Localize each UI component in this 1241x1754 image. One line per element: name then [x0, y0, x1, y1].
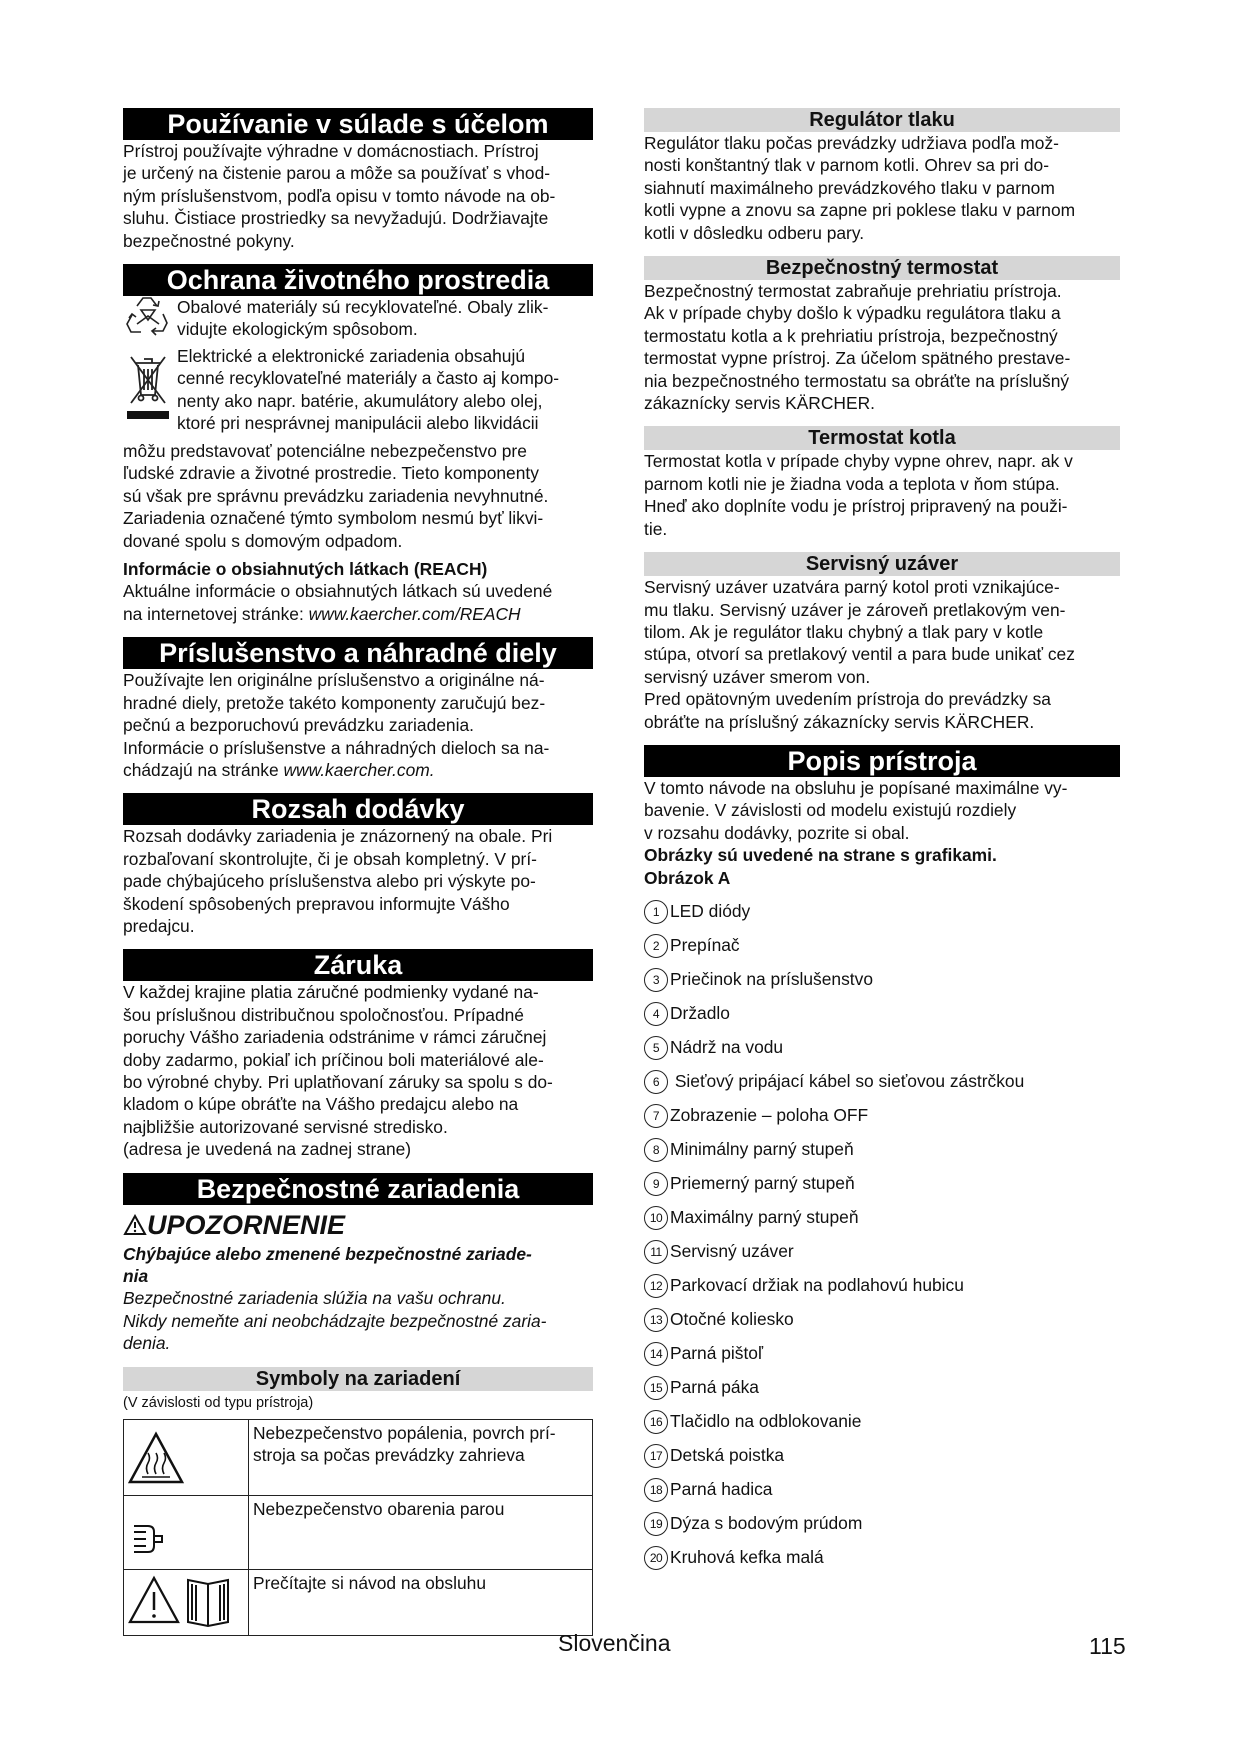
- part-label: Priečinok na príslušenstvo: [670, 969, 873, 990]
- list-item: [644, 1507, 1120, 1541]
- part-number-badge: 17: [644, 1444, 668, 1468]
- steam-hazard-icon: [124, 1495, 249, 1569]
- part-label: Zobrazenie – poloha OFF: [670, 1105, 869, 1126]
- part-label: LED diódy: [670, 901, 751, 922]
- page-number: 115: [1089, 1633, 1126, 1659]
- part-label: Držadlo: [670, 1003, 730, 1024]
- list-item: [644, 1201, 1120, 1235]
- section-title-pressure-regulator: Regulátor tlaku: [644, 108, 1120, 132]
- environment-continued-text: môžu predstavovať potenciálne nebezpečenstvo pre ľudské zdravie a životné prostredie. Tieto komponenty sú však pre správnu prevádzku zariadenia nevyhnutné. Zariadenia označené týmto symbolom nesmú byť likvi- dované spolu s domovým odpadom.: [123, 441, 549, 551]
- list-item: [644, 895, 1120, 929]
- list-item: [644, 1473, 1120, 1507]
- part-number-badge: 4: [644, 1002, 668, 1026]
- section-title-accessories: Príslušenstvo a náhradné diely: [123, 637, 593, 669]
- part-number-badge: 16: [644, 1410, 668, 1434]
- part-number-badge: 14: [644, 1342, 668, 1366]
- part-label: Servisný uzáver: [670, 1241, 794, 1262]
- part-label: Priemerný parný stupeň: [670, 1173, 855, 1194]
- part-number-badge: 12: [644, 1274, 668, 1298]
- list-item: [644, 1371, 1120, 1405]
- list-item: [644, 1167, 1120, 1201]
- part-number-badge: 13: [644, 1308, 668, 1332]
- parts-list: [644, 895, 1120, 1575]
- list-item: [644, 997, 1120, 1031]
- list-item: [644, 1065, 1120, 1099]
- part-number-badge: 9: [644, 1172, 668, 1196]
- read-manual-icon: [124, 1569, 249, 1635]
- part-number-badge: 19: [644, 1512, 668, 1536]
- boiler-text: Termostat kotla v prípade chyby vypne ohrev, napr. ak v parnom kotli nie je žiadna voda a teplota v ňom stúpa. Hneď ako doplníte vodu je prístroj pripravený na použi- tie.: [644, 451, 1073, 539]
- part-label: Kruhová kefka malá: [670, 1547, 824, 1568]
- list-item: [644, 1235, 1120, 1269]
- part-label: Nádrž na vodu: [670, 1037, 784, 1058]
- symbol-row: Prečítajte si návod na obsluhu: [124, 1569, 593, 1635]
- part-number-badge: 2: [644, 934, 668, 958]
- left-column: Používanie v súlade s účelom Prístroj používajte výhradne v domácnostiach. Prístroj je určený na čistenie parou a môže sa používať s vhod- ným príslušenstvom, podľa opisu v tomto návode na ob- sluhu. Čistiace prostriedky sa nevyžadujú. Dodržiavajte bezpečnostné pokyny. Ochrana životného prostredia Obalové materiály sú recyklovateľné. Obaly zlik- vidujte ekologickým spôsobom. Elektrické a elektronické zariadenia obsahujú cenné recyklovateľné materiály a často aj kompo- nenty ako napr. batérie, akumulátory alebo olej, ktoré pri nesprávnej manipulácii alebo likvidácii môžu predstavovať potenciálne nebezpečenstvo pre ľudské zdravie a životné prostredie. Tieto komponenty sú však pre správnu prevádzku zariadenia nevyhnutné. Zariadenia označené týmto symbolom nesmú byť likvi- dované spolu s domovým odpadom. Informácie o obsiahnutých látkach (REACH) Aktuálne informácie o obsiahnutých látkach sú uvedené na internetovej stránke: www.kaercher.com/REACH Príslušenstvo a náhradné diely Používajte len originálne príslušenstvo a originálne ná- hradné diely, pretože takéto komponenty zaručujú bez- pečnú a bezporuchovú prevádzku zariadenia. Informácie o príslušenstve a náhradných dieloch sa na- chádzajú na stránke www.kaercher.com. Rozsah dodávky Rozsah dodávky zariadenia je znázornený na obale. Pri rozbaľovaní skontrolujte, či je obsah kompletný. V prí- pade chýbajúceho príslušenstva alebo pri výskyte po- škodení spôsobených prepravou informujte Vášho predajcu. Záruka V každej krajine platia záručné podmienky vydané na- šou príslušnou distribučnou spoločnosťou. Prípadné poruchy Vášho zariadenia odstránime v rámci záručnej doby zadarmo, pokiaľ ich príčinou boli materiálové ale- bo výrobné chyby. Pri uplatňovaní záruky sa spolu s do- kladom o kúpe obráťte na Vášho predajcu alebo na najbližšie autorizované servisné stredisko. (adresa je uvedená na zadnej strane) Bezpečnostné zariadenia UPOZORNENIE Chýbajúce alebo zmenené bezpečnostné zariade- nia Bezpečnostné zariadenia slúžia na vašu ochranu. Nikdy nemeňte ani neobchádzajte bezpečnostné zaria- denia. Symboly na zariadení (V závislosti od typu prístroja) Nebezpečenstvo popálenia, povrch prí- stroja sa počas prevádzky zahrieva Nebezpečenstvo obarenia parou Prečítajte si návod na obsluhu: [123, 108, 593, 1636]
- part-number-badge: 10: [644, 1206, 668, 1230]
- list-item: [644, 1099, 1120, 1133]
- weee-row: Elektrické a elektronické zariadenia obsahujú cenné recyklovateľné materiály a často aj kompo- nenty ako napr. batérie, akumulátory alebo olej, ktoré pri nesprávnej manipulácii alebo likvidácii: [123, 345, 593, 440]
- section-title-intended-use: Používanie v súlade s účelom: [123, 108, 593, 140]
- description-text: V tomto návode na obsluhu je popísané maximálne vy- bavenie. V závislosti od modelu existujú rozdiely v rozsahu dodávky, pozrite si obal. Obrázky sú uvedené na strane s grafikami. Obrázok A: [644, 777, 1068, 888]
- part-label: Parkovací držiak na podlahovú hubicu: [670, 1275, 964, 1296]
- section-title-device-description: Popis prístroja: [644, 745, 1120, 777]
- pressure-text: Regulátor tlaku počas prevádzky udržiava podľa mož- nosti konštantný tlak v parnom kotli. Ohrev sa pri do- siahnutí maximálneho prevádzkového tlaku v parnom kotli vypne a znovu sa zapne pri poklese tlaku v parnom kotli v dôsledku odberu pary.: [644, 133, 1076, 243]
- part-number-badge: 15: [644, 1376, 668, 1400]
- section-title-environment: Ochrana životného prostredia: [123, 264, 593, 296]
- reach-url-link[interactable]: www.kaercher.com/REACH: [308, 603, 521, 624]
- part-label: Parná hadica: [670, 1479, 773, 1500]
- hot-surface-icon: [124, 1419, 249, 1495]
- part-number-badge: 8: [644, 1138, 668, 1162]
- section-title-safety-devices: Bezpečnostné zariadenia: [123, 1173, 593, 1205]
- part-label: Detská poistka: [670, 1445, 785, 1466]
- list-item: [644, 1269, 1120, 1303]
- crossed-bin-icon: [123, 345, 177, 440]
- warning-triangle-icon: [123, 1214, 147, 1236]
- list-item: [644, 1303, 1120, 1337]
- list-item: [644, 929, 1120, 963]
- section-title-safety-thermostat: Bezpečnostný termostat: [644, 256, 1120, 280]
- section-title-warranty: Záruka: [123, 949, 593, 981]
- list-item: [644, 1337, 1120, 1371]
- accessories-url-link[interactable]: www.kaercher.com.: [283, 759, 435, 780]
- part-label: Parná páka: [670, 1377, 759, 1398]
- symbols-note: (V závislosti od typu prístroja): [123, 1394, 314, 1411]
- symbols-table: [123, 1419, 593, 1636]
- thermostat-text: Bezpečnostný termostat zabraňuje prehriatiu prístroja. Ak v prípade chyby došlo k výpadku regulátora tlaku a termostatu kotla a k prehriatiu prístroja, bezpečnostný termostat vypne prístroj. Za účelom spätného prestave- nia bezpečnostného termostatu sa obráťte na príslušný zákaznícky servis KÄRCHER.: [644, 281, 1071, 414]
- section-title-service-cap: Servisný uzáver: [644, 552, 1120, 576]
- part-number-badge: 1: [644, 900, 668, 924]
- part-number-badge: 7: [644, 1104, 668, 1128]
- footer-language: Slovenčina: [558, 1630, 671, 1656]
- reach-link-line: na internetovej stránke: www.kaercher.com/REACH: [123, 603, 521, 624]
- accessories-text: Používajte len originálne príslušenstvo a originálne ná- hradné diely, pretože takéto komponenty zaručujú bez- pečnú a bezporuchovú prevádzku zariadenia. Informácie o príslušenstve a náhradných dieloch sa na- chádzajú na stránke www.kaercher.com.: [123, 670, 550, 780]
- part-label: Minimálny parný stupeň: [670, 1139, 854, 1160]
- warranty-text: V každej krajine platia záručné podmienky vydané na- šou príslušnou distribučnou spoločnosťou. Prípadné poruchy Vášho zariadenia odstránime v rámci záručnej doby zadarmo, pokiaľ ich príčinou boli materiálové ale- bo výrobné chyby. Pri uplatňovaní záruky sa spolu s do- kladom o kúpe obráťte na Vášho predajcu alebo na najbližšie autorizované servisné stredisko. (adresa je uvedená na zadnej strane): [123, 982, 553, 1160]
- part-label: Dýza s bodovým prúdom: [670, 1513, 863, 1534]
- part-number-badge: 18: [644, 1478, 668, 1502]
- part-number-badge: 6: [644, 1070, 668, 1094]
- part-label: Parná pištoľ: [670, 1343, 764, 1364]
- service-cap-text: Servisný uzáver uzatvára parný kotol proti vznikajúce- mu tlaku. Servisný uzáver je zároveň pretlakovým ven- tilom. Ak je regulátor tlaku chybný a tlak pary v kotle stúpa, otvorí sa pretlakový ventil a para bude unikať cez servisný uzáver smerom von. Pred opätovným uvedením prístroja do prevádzky sa obráťte na príslušný zákaznícky servis KÄRCHER.: [644, 577, 1075, 732]
- intended-use-text: Prístroj používajte výhradne v domácnostiach. Prístroj je určený na čistenie parou a môže sa používať s vhod- ným príslušenstvom, podľa opisu v tomto návode na ob- sluhu. Čistiace prostriedky sa nevyžadujú. Dodržiavajte bezpečnostné pokyny.: [123, 141, 556, 251]
- section-title-symbols: Symboly na zariadení: [123, 1367, 593, 1391]
- recycle-icon: [123, 296, 177, 345]
- symbol-row: Nebezpečenstvo obarenia parou: [124, 1495, 593, 1569]
- symbol-row: Nebezpečenstvo popálenia, povrch prí- stroja sa počas prevádzky zahrieva: [124, 1419, 593, 1495]
- part-label: Prepínač: [670, 935, 740, 956]
- list-item: [644, 1133, 1120, 1167]
- list-item: [644, 1541, 1120, 1575]
- right-column: [644, 108, 1120, 1575]
- part-label: Otočné koliesko: [670, 1309, 794, 1330]
- part-label: Sieťový pripájací kábel so sieťovou zástrčkou: [670, 1071, 1025, 1092]
- part-number-badge: 11: [644, 1240, 668, 1264]
- list-item: [644, 963, 1120, 997]
- delivery-text: Rozsah dodávky zariadenia je znázornený na obale. Pri rozbaľovaní skontrolujte, či je obsah kompletný. V prí- pade chýbajúceho príslušenstva alebo pri výskyte po- škodení spôsobených prepravou informujte Vášho predajcu.: [123, 826, 553, 936]
- warning-heading: UPOZORNENIE: [123, 1209, 593, 1241]
- part-number-badge: 5: [644, 1036, 668, 1060]
- section-title-delivery: Rozsah dodávky: [123, 793, 593, 825]
- list-item: [644, 1031, 1120, 1065]
- part-number-badge: 3: [644, 968, 668, 992]
- list-item: [644, 1405, 1120, 1439]
- list-item: [644, 1439, 1120, 1473]
- reach-heading: Informácie o obsiahnutých látkach (REACH): [123, 559, 488, 580]
- part-label: Tlačidlo na odblokovanie: [670, 1411, 862, 1432]
- section-title-boiler-thermostat: Termostat kotla: [644, 426, 1120, 450]
- part-label: Maximálny parný stupeň: [670, 1207, 859, 1228]
- part-number-badge: 20: [644, 1546, 668, 1570]
- recycle-row: Obalové materiály sú recyklovateľné. Obaly zlik- vidujte ekologickým spôsobom.: [123, 296, 593, 345]
